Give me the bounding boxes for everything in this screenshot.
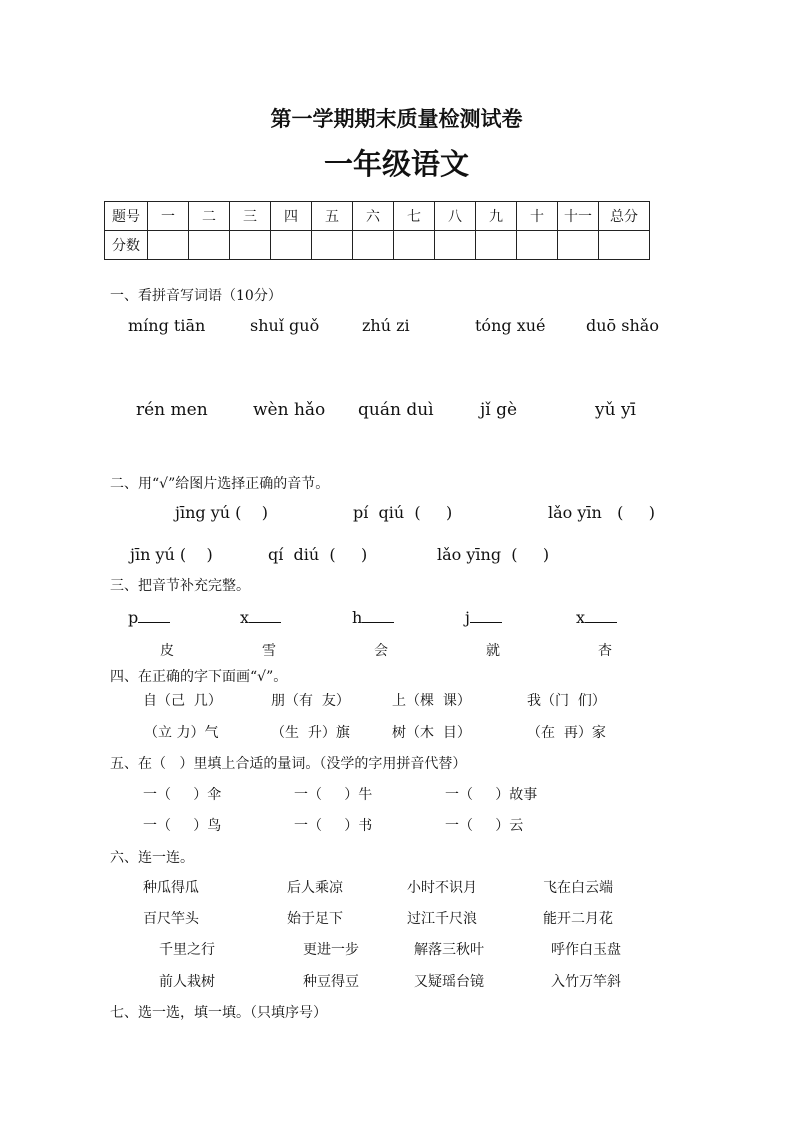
syllable-initial: h [352,608,363,627]
score-table-cell: 三 [230,202,271,231]
pinyin-word: zhú zi [362,316,410,335]
match-item[interactable]: 小时不识月 [407,880,477,896]
pinyin-word: quán duì [358,400,434,420]
score-input-cell[interactable] [271,231,312,260]
blank-line [362,608,394,623]
q2-heading: 二、用“√”给图片选择正确的音节。 [110,476,330,492]
match-item[interactable]: 始于足下 [287,911,343,927]
pinyin-option: lǎo yīn ( ) [548,503,656,522]
q7-heading: 七、选一选，填一填。（只填序号） [110,1005,327,1021]
score-table-cell: 四 [271,202,312,231]
score-input-cell[interactable] [230,231,271,260]
q5-heading: 五、在（ ）里填上合适的量词。（没学的字用拼音代替） [110,756,467,772]
choice-item[interactable]: 我（门 们） [527,693,606,709]
score-table-score-row [105,231,650,260]
pinyin-word: jǐ gè [480,400,518,420]
q1-heading: 一、看拼音写词语（10分） [110,288,282,304]
choice-item[interactable]: （生 升）旗 [271,725,350,741]
measure-word-item[interactable]: 一（ ）云 [445,818,524,834]
score-input-cell[interactable] [394,231,435,260]
blank-line [470,608,502,623]
blank-line [249,608,281,623]
hanzi-char: 杏 [598,643,612,659]
score-input-cell[interactable] [599,231,650,260]
syllable-initial: x [240,608,250,627]
match-item[interactable]: 百尺竿头 [143,911,199,927]
measure-word-item[interactable]: 一（ ）鸟 [143,818,222,834]
syllable-blank[interactable] [240,608,281,627]
match-item[interactable]: 种瓜得瓜 [143,880,199,896]
score-table [104,201,650,260]
syllable-blank[interactable] [352,608,394,627]
measure-word-item[interactable]: 一（ ）故事 [445,787,538,803]
hanzi-char: 皮 [160,643,174,659]
hanzi-char: 就 [486,643,500,659]
syllable-initial: x [576,608,586,627]
score-table-cell: 十 [517,202,558,231]
score-table-cell: 八 [435,202,476,231]
pinyin-option: lǎo yīng ( ) [437,545,550,564]
match-item[interactable]: 种豆得豆 [303,974,359,990]
pinyin-option: pí qiú ( ) [353,503,453,522]
score-table-cell: 五 [312,202,353,231]
pinyin-word: yǔ yī [595,400,636,420]
score-table-cell: 题号 [105,202,148,231]
q3-heading: 三、把音节补充完整。 [110,578,250,594]
match-item[interactable]: 飞在白云端 [543,880,613,896]
pinyin-option: jīn yú ( ) [130,545,213,564]
match-item[interactable]: 入竹万竿斜 [551,974,621,990]
score-table-cell: 总分 [599,202,650,231]
match-item[interactable]: 后人乘凉 [287,880,343,896]
score-table-header-row [105,202,650,231]
match-item[interactable]: 千里之行 [159,942,215,958]
match-item[interactable]: 又疑瑶台镜 [414,974,484,990]
pinyin-word: wèn hǎo [253,400,326,420]
choice-item[interactable]: 树（木 目） [392,725,471,741]
match-item[interactable]: 过江千尺浪 [407,911,477,927]
score-table-cell: 六 [353,202,394,231]
score-input-cell[interactable] [435,231,476,260]
q6-heading: 六、连一连。 [110,850,194,866]
blank-line [138,608,170,623]
score-table-cell: 二 [189,202,230,231]
match-item[interactable]: 呼作白玉盘 [551,942,621,958]
syllable-blank[interactable] [576,608,617,627]
syllable-blank[interactable] [465,608,502,627]
choice-item[interactable]: 自（己 几） [143,693,222,709]
pinyin-word: míng tiān [128,316,206,335]
choice-item[interactable]: 朋（有 友） [271,693,350,709]
exam-title: 第一学期期末质量检测试卷 [270,106,523,131]
score-input-cell[interactable] [558,231,599,260]
match-item[interactable]: 能开二月花 [543,911,613,927]
score-table-cell: 十一 [558,202,599,231]
measure-word-item[interactable]: 一（ ）书 [294,818,373,834]
match-item[interactable]: 前人栽树 [159,974,215,990]
match-item[interactable]: 更进一步 [303,942,359,958]
score-input-cell[interactable] [148,231,189,260]
choice-item[interactable]: （在 再）家 [527,725,606,741]
exam-subtitle: 一年级语文 [323,147,469,181]
choice-item[interactable]: 上（棵 课） [392,693,471,709]
score-input-cell[interactable] [189,231,230,260]
blank-line [585,608,617,623]
pinyin-word: shuǐ guǒ [250,316,320,335]
hanzi-char: 雪 [262,643,276,659]
pinyin-word: duō shǎo [586,316,659,335]
syllable-initial: j [465,608,470,627]
syllable-blank[interactable] [128,608,170,627]
measure-word-item[interactable]: 一（ ）牛 [294,787,373,803]
score-input-cell[interactable] [312,231,353,260]
score-table-cell: 七 [394,202,435,231]
score-input-cell[interactable] [353,231,394,260]
choice-item[interactable]: （立 力）气 [144,725,219,741]
score-table-cell: 九 [476,202,517,231]
hanzi-char: 会 [374,643,388,659]
syllable-initial: p [128,608,139,627]
score-table-cell: 一 [148,202,189,231]
pinyin-option: qí diú ( ) [268,545,368,564]
measure-word-item[interactable]: 一（ ）伞 [143,787,222,803]
pinyin-word: tóng xué [475,316,546,335]
pinyin-word: rén men [136,400,208,420]
pinyin-option: jīng yú ( ) [175,503,268,522]
score-input-cell[interactable] [476,231,517,260]
score-table-cell: 分数 [105,231,148,260]
score-input-cell[interactable] [517,231,558,260]
q4-heading: 四、在正确的字下面画“√”。 [110,669,288,685]
match-item[interactable]: 解落三秋叶 [414,942,484,958]
